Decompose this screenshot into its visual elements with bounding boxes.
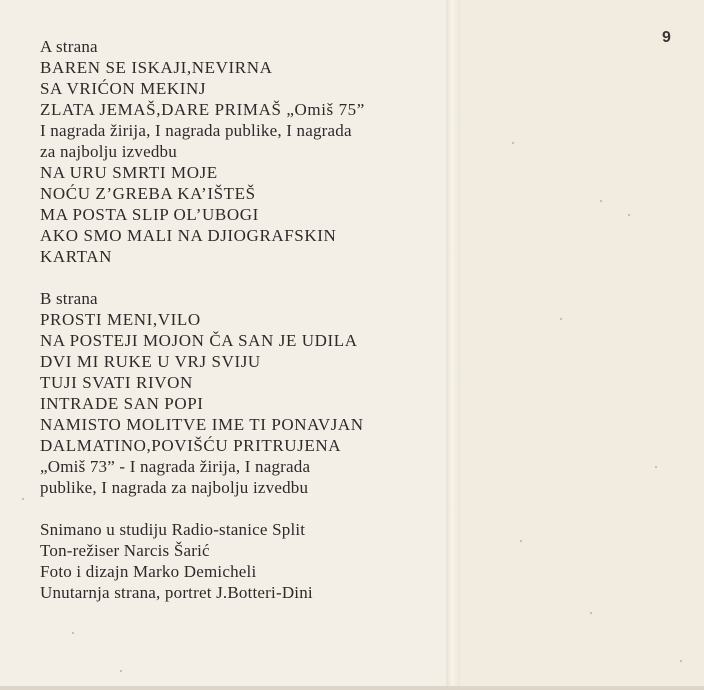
right-panel <box>460 0 704 690</box>
side-a-line: ZLATA JEMAŠ,DARE PRIMAŠ „Omiš 75” <box>40 100 365 119</box>
paper-speck <box>120 670 122 672</box>
side-b-line: NAMISTO MOLITVE IME TI PONAVJAN <box>40 415 364 434</box>
side-a-line: SA VRIĆON MEKINJ <box>40 79 207 98</box>
paper-speck <box>600 200 602 202</box>
bottom-edge <box>0 686 704 690</box>
paper-speck <box>512 142 514 144</box>
paper-speck <box>72 632 74 634</box>
side-a-line: za najbolju izvedbu <box>40 142 177 161</box>
side-b-line: DVI MI RUKE U VRJ SVIJU <box>40 352 261 371</box>
side-a-heading: A strana <box>40 37 98 56</box>
side-a-line: KARTAN <box>40 247 113 266</box>
paper-speck <box>560 318 562 320</box>
spacer <box>40 267 440 288</box>
credit-line: Ton-režiser Narcis Šarić <box>40 541 210 560</box>
side-a-line: NOĆU Z’GREBA KA’IŠTEŠ <box>40 184 256 203</box>
paper-speck <box>520 540 522 542</box>
paper-speck <box>590 612 592 614</box>
side-b-line: INTRADE SAN POPI <box>40 394 204 413</box>
side-a-line: AKO SMO MALI NA DJIOGRAFSKIN <box>40 226 337 245</box>
paper-speck <box>22 498 24 500</box>
page-number: 6 <box>662 27 671 44</box>
side-b-line: NA POSTEJI MOJON ČA SAN JE UDILA <box>40 331 358 350</box>
tracklist-text <box>40 36 440 603</box>
paper-speck <box>655 466 657 468</box>
paper-speck <box>628 214 630 216</box>
side-a-line: I nagrada žirija, I nagrada publike, I nagrada <box>40 121 352 140</box>
side-b-heading: B strana <box>40 289 98 308</box>
fold-crease <box>446 0 460 690</box>
side-b-line: TUJI SVATI RIVON <box>40 373 193 392</box>
side-b-line: DALMATINO,POVIŠĆU PRITRUJENA <box>40 436 342 455</box>
side-b-line: publike, I nagrada za najbolju izvedbu <box>40 478 309 497</box>
side-b-line: „Omiš 73” - I nagrada žirija, I nagrada <box>40 457 311 476</box>
side-a-line: MA POSTA SLIP OL’UBOGI <box>40 205 259 224</box>
side-a-line: BAREN SE ISKAJI,NEVIRNA <box>40 58 273 77</box>
paper-speck <box>680 660 682 662</box>
credit-line: Unutarnja strana, portret J.Botteri-Dini <box>40 583 313 602</box>
side-b-line: PROSTI MENI,VILO <box>40 310 201 329</box>
spacer <box>40 498 440 519</box>
credit-line: Foto i dizajn Marko Demicheli <box>40 562 257 581</box>
credit-line: Snimano u studiju Radio-stanice Split <box>40 520 306 539</box>
side-a-line: NA URU SMRTI MOJE <box>40 163 218 182</box>
